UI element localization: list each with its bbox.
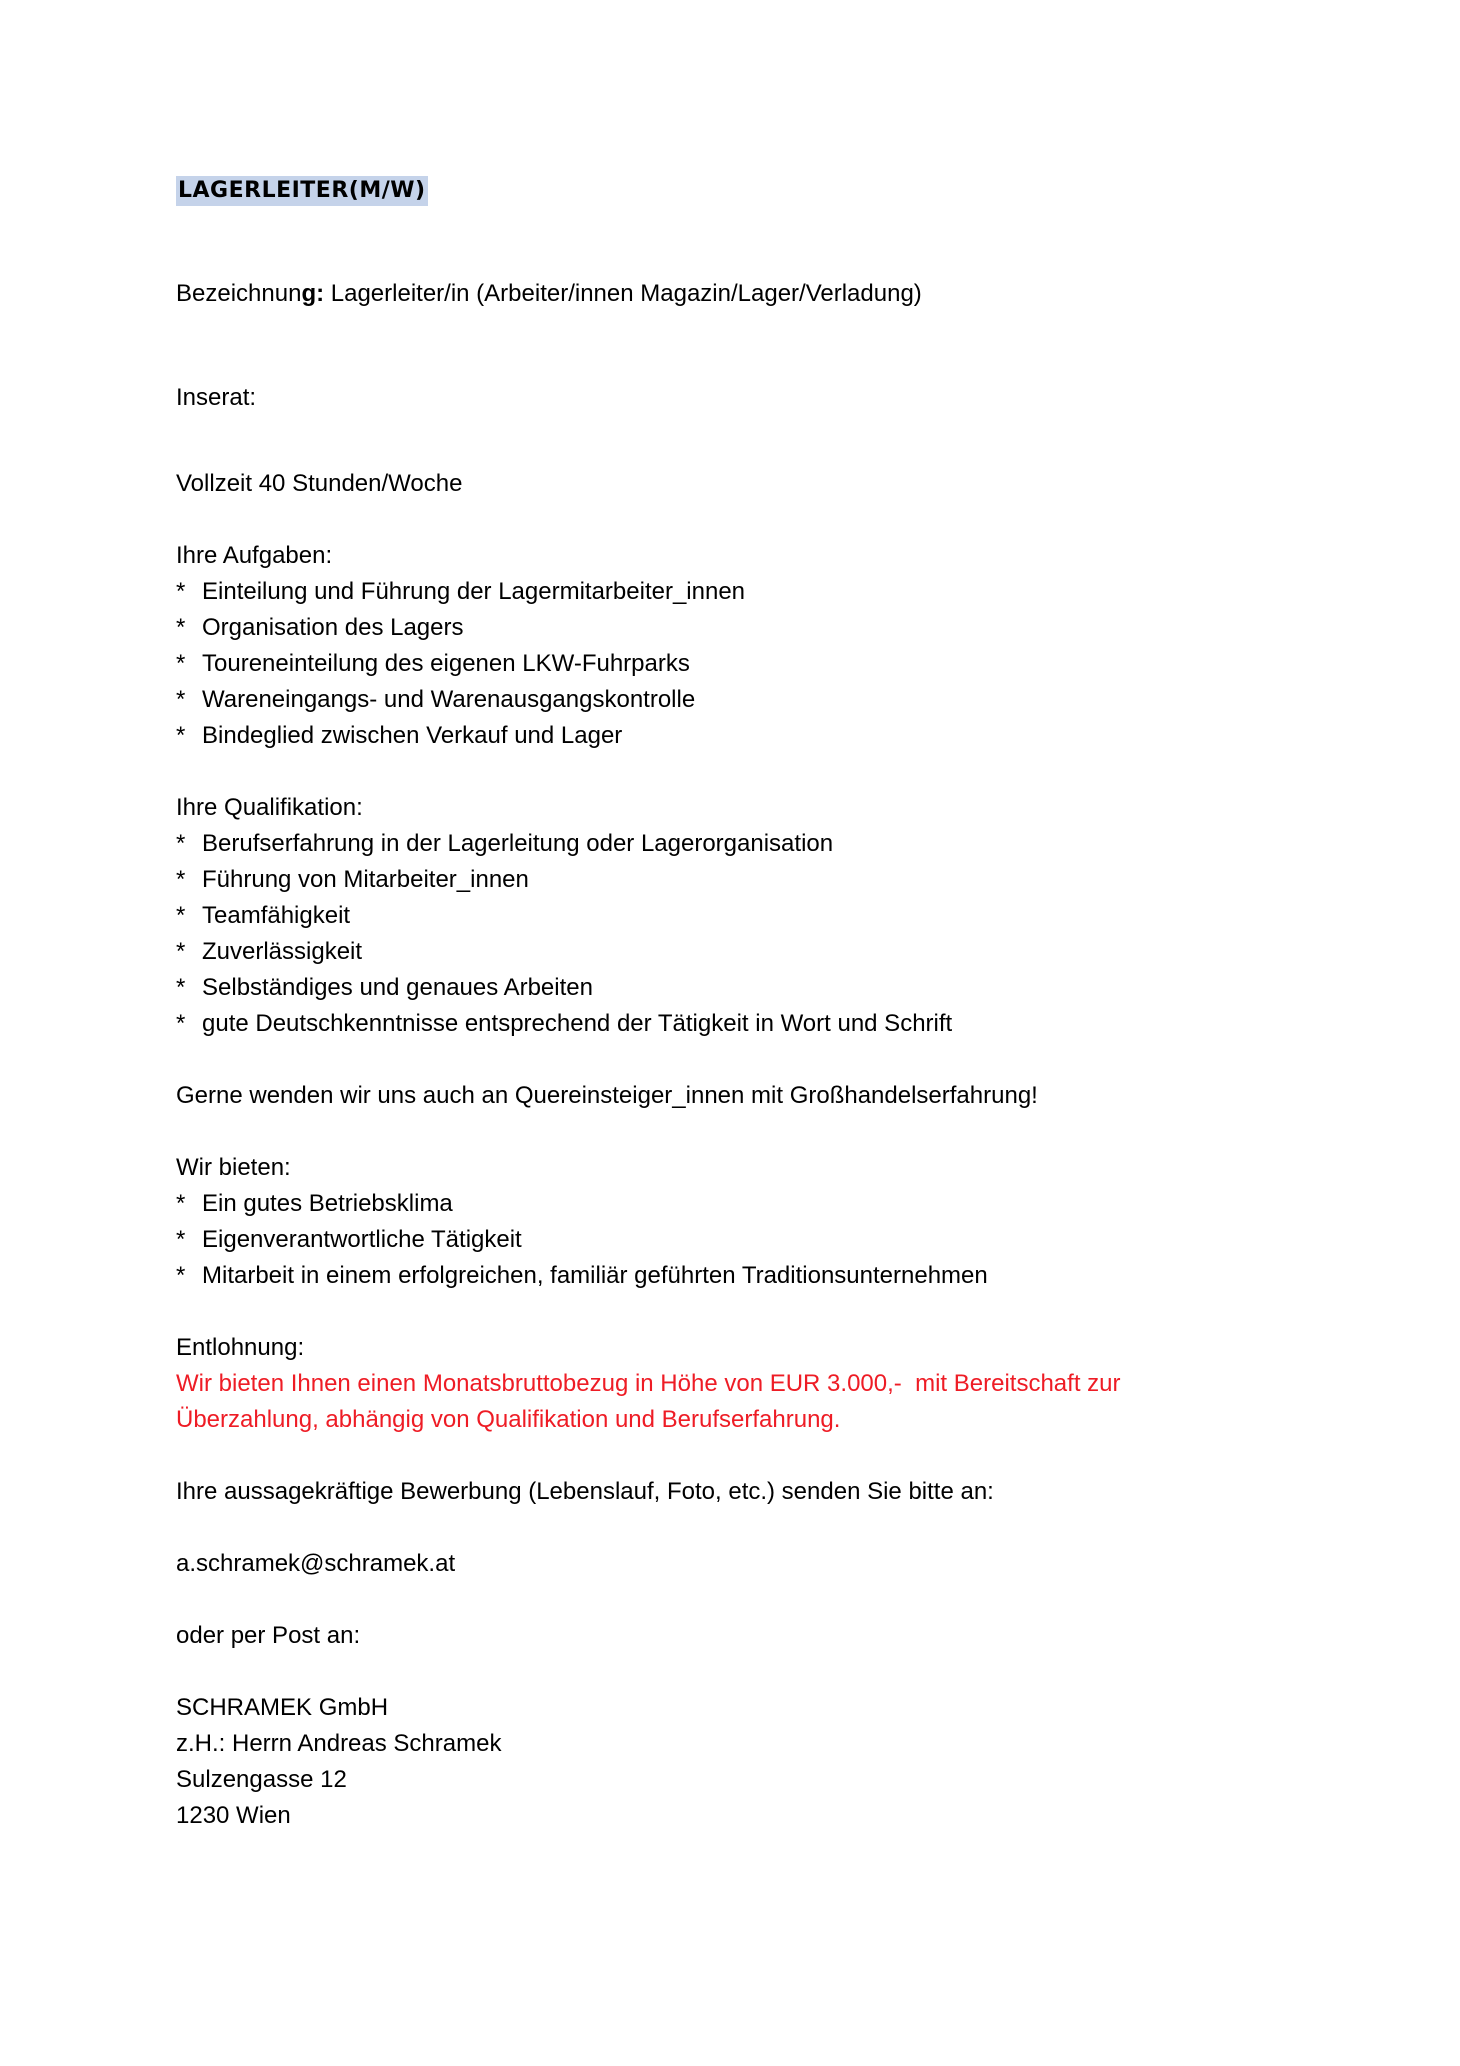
list-item: * Eigenverantwortliche Tätigkeit (176, 1226, 522, 1253)
list-item: * Wareneingangs- und Warenausgangskontrolle (176, 686, 696, 713)
list-item: * Ein gutes Betriebsklima (176, 1190, 453, 1217)
document-body (176, 172, 1296, 1834)
aufgaben-heading: Ihre Aufgaben: (176, 542, 333, 569)
list-item: * Selbständiges und genaues Arbeiten (176, 974, 593, 1001)
contact-email[interactable]: a.schramek@schramek.at (176, 1550, 456, 1577)
bezeichnung-label: Bezeichnun (176, 280, 302, 307)
bezeichnung-line (176, 276, 1296, 312)
qualifikation-heading: Ihre Qualifikation: (176, 794, 363, 821)
address-city: 1230 Wien (176, 1802, 291, 1829)
list-item: * gute Deutschkenntnisse entsprechend der Tätigkeit in Wort und Schrift (176, 1010, 953, 1037)
list-item: * Toureneinteilung des eigenen LKW-Fuhrparks (176, 650, 690, 677)
list-item: * Teamfähigkeit (176, 902, 351, 929)
list-item: * Organisation des Lagers (176, 614, 464, 641)
list-item: * Einteilung und Führung der Lagermitarbeiter_innen (176, 578, 746, 605)
list-item: * Mitarbeit in einem erfolgreichen, familiär geführten Traditionsunternehmen (176, 1262, 988, 1289)
entlohnung-heading: Entlohnung: (176, 1334, 305, 1361)
job-title: LAGERLEITER(M/W) (176, 176, 428, 206)
qualifikation-list (176, 826, 1296, 1042)
postal-address (176, 1690, 1296, 1834)
bieten-list (176, 1186, 1296, 1294)
list-item: * Berufserfahrung in der Lagerleitung oder Lagerorganisation (176, 830, 834, 857)
working-hours: Vollzeit 40 Stunden/Woche (176, 470, 463, 497)
bewerbung-instruction: Ihre aussagekräftige Bewerbung (Lebenslauf, Foto, etc.) senden Sie bitte an: (176, 1478, 994, 1505)
bieten-heading: Wir bieten: (176, 1154, 291, 1181)
aufgaben-list (176, 574, 1296, 754)
bezeichnung-label-bold: g: (301, 280, 325, 307)
salary-line-2: Überzahlung, abhängig von Qualifikation und Berufserfahrung. (176, 1406, 841, 1433)
list-item: * Führung von Mitarbeiter_innen (176, 866, 529, 893)
salary-line-1: Wir bieten Ihnen einen Monatsbruttobezug in Höhe von EUR 3.000,- mit Bereitschaft zur (176, 1370, 1121, 1397)
quereinsteiger-note: Gerne wenden wir uns auch an Quereinsteiger_innen mit Großhandelserfahrung! (176, 1082, 1038, 1109)
address-street: Sulzengasse 12 (176, 1766, 347, 1793)
inserat-label: Inserat: (176, 384, 257, 411)
list-item: * Bindeglied zwischen Verkauf und Lager (176, 722, 623, 749)
address-company: SCHRAMEK GmbH (176, 1694, 389, 1721)
bezeichnung-value: Lagerleiter/in (Arbeiter/innen Magazin/Lager/Verladung) (324, 280, 922, 307)
address-attn: z.H.: Herrn Andreas Schramek (176, 1730, 502, 1757)
post-label: oder per Post an: (176, 1622, 361, 1649)
list-item: * Zuverlässigkeit (176, 938, 363, 965)
